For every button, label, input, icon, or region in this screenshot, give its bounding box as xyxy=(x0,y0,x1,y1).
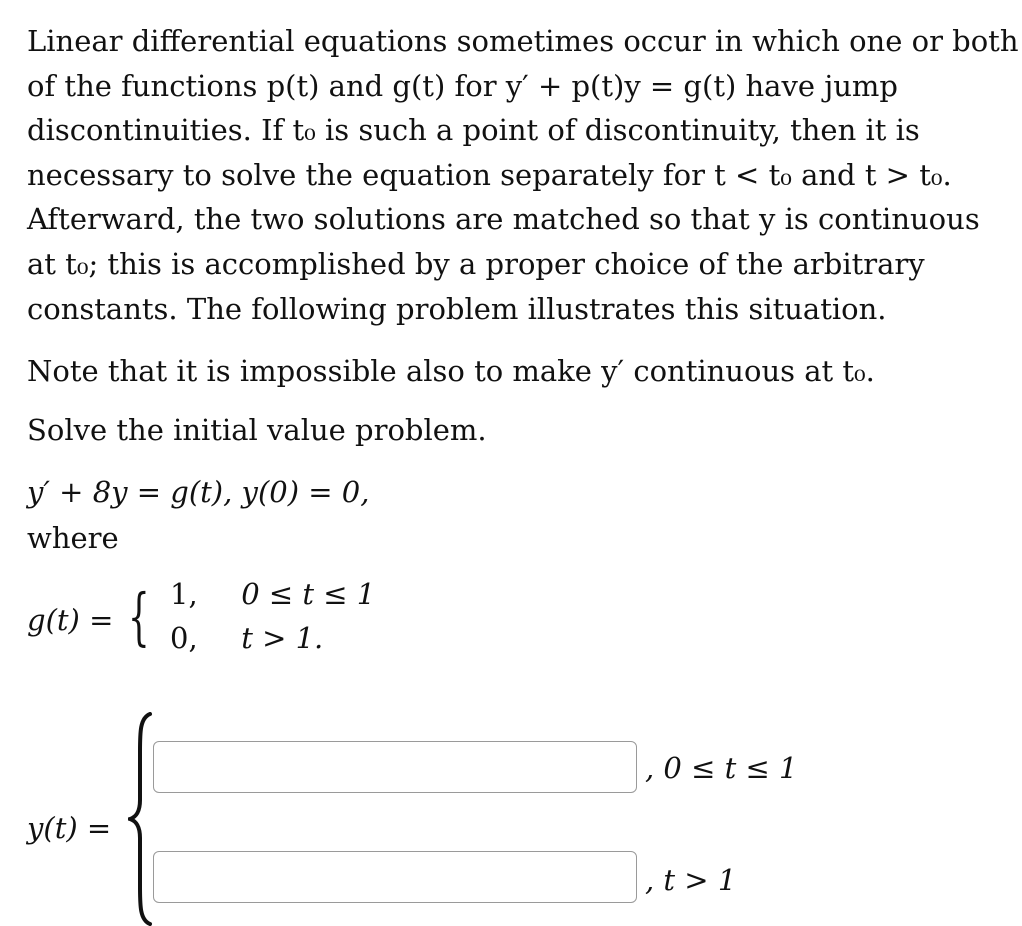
intro-line: discontinuities. If t₀ is such a point of discontinuity, then it is xyxy=(27,113,920,148)
g-case-value: 1, xyxy=(170,577,198,611)
where-label: where xyxy=(27,521,119,555)
g-function-lhs: g(t) = xyxy=(27,603,114,637)
problem-intro-paragraph xyxy=(27,19,1019,331)
g-case-condition: 0 ≤ t ≤ 1 xyxy=(241,577,376,611)
g-case-value: 0, xyxy=(170,621,198,655)
y-case-2-answer-input[interactable] xyxy=(153,851,637,903)
y-case-1-answer-input[interactable] xyxy=(153,741,637,793)
y-case-2-condition: , t > 1 xyxy=(645,863,737,897)
intro-line: at t₀; this is accomplished by a proper choice of the arbitrary xyxy=(27,246,925,281)
initial-value-equation: y′ + 8y = g(t), y(0) = 0, xyxy=(27,475,370,509)
instruction-text: Solve the initial value problem. xyxy=(27,413,487,447)
y-left-brace xyxy=(128,712,154,926)
y-function-lhs: y(t) = xyxy=(27,811,112,845)
g-left-brace: { xyxy=(128,580,150,653)
g-case-condition: t > 1. xyxy=(241,621,324,655)
intro-line: necessary to solve the equation separately for t < t₀ and t > t₀. xyxy=(27,157,952,192)
intro-line: Linear differential equations sometimes occur in which one or both xyxy=(27,24,1019,58)
g-case-row xyxy=(170,618,323,658)
intro-line: constants. The following problem illustrates this situation. xyxy=(27,291,887,326)
intro-line: Afterward, the two solutions are matched so that y is continuous xyxy=(27,202,980,237)
y-case-1-condition: , 0 ≤ t ≤ 1 xyxy=(645,751,798,785)
g-case-row xyxy=(170,574,375,614)
intro-line: of the functions p(t) and g(t) for y′ + p(t)y = g(t) have jump xyxy=(27,68,898,103)
continuity-note: Note that it is impossible also to make y′ continuous at t₀. xyxy=(27,354,875,388)
